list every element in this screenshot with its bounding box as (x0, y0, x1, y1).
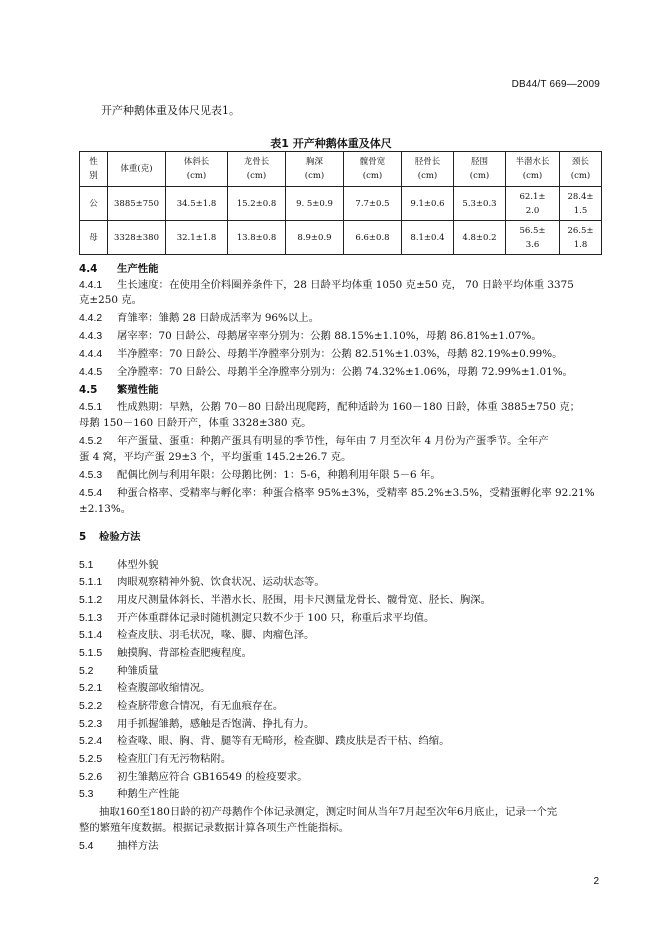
clause: 4.4.1 生长速度：在使用全价料圈养条件下，28 日龄平均体重 1050 克±50 克， 70 日龄平均体重 3375 (79, 279, 574, 291)
subsection-heading: 5.1 体型外貌 (79, 559, 159, 571)
clause: 4.4.5 全净膛率：70 日龄公、母鹅半全净膛率分别为：公鹅 74.32%±1.06%，母鹅 72.99%±1.01%。 (79, 366, 573, 378)
clause: 4.5.3 配偶比例与利用年限：公母鹅比例：1：5-6，种鹅利用年限 5－6 年。 (79, 469, 441, 481)
cell-weight: 3328±380 (108, 221, 166, 255)
cell-shank-girth: 4.8±0.2 (454, 221, 506, 255)
subsection-heading: 5.4 抽样方法 (79, 840, 159, 852)
clause: 4.5.4 种蛋合格率、受精率与孵化率：种蛋合格率 95%±3%，受精率 85.2%±3.5%，受精蛋孵化率 92.21% (79, 487, 595, 499)
cell-weight: 3885±750 (108, 187, 166, 221)
cell-keel: 15.2±0.8 (228, 187, 286, 221)
goose-measurement-table (79, 151, 602, 255)
section-heading: 4.5 繁殖性能 (79, 384, 159, 396)
clause: 5.2.5 检查肛门有无污物粘附。 (79, 753, 232, 765)
cell-sex: 母 (80, 221, 108, 255)
cell-neck: 26.5± 1.8 (560, 221, 602, 255)
clause: 5.2.4 检查喙、眼、胸、背、腿等有无畸形，检查脚、蹼皮肤是否干枯、绉缩。 (79, 735, 450, 747)
intro-text: 开产种鹅体重及体尺见表1。 (101, 104, 240, 117)
cell-shank: 8.1±0.4 (402, 221, 454, 255)
clause: 5.2.2 检查脐带愈合情况，有无血痕存在。 (79, 700, 284, 712)
cell-keel: 13.8±0.8 (228, 221, 286, 255)
clause: 5.2.1 检查腹部收缩情况。 (79, 682, 211, 694)
standard-code: DB44/T 669—2009 (511, 79, 600, 90)
header-sex: 性 别 (80, 152, 108, 187)
cell-body-slant: 32.1±1.8 (166, 221, 228, 255)
cell-shank: 9.1±0.6 (402, 187, 454, 221)
cell-chest: 9. 5±0.9 (286, 187, 344, 221)
cell-chest: 8.9±0.9 (286, 221, 344, 255)
subsection-heading: 5.3 种鹅生产性能 (79, 788, 180, 800)
cell-semi-dive: 56.5± 3.6 (506, 221, 560, 255)
table-title: 表1 开产种鹅体重及体尺 (270, 137, 392, 150)
clause: 5.2.6 初生雏鹅应符合 GB16549 的检疫要求。 (79, 771, 308, 783)
clause: 5.2.3 用手抓握雏鹅，感触是否饱满、挣扎有力。 (79, 718, 315, 730)
clause: 4.5.2 年产蛋量、蛋重：种鹅产蛋具有明显的季节性，每年由 7 月至次年 4 月份为产蛋季节。全年产 (79, 435, 549, 447)
header-neck: 颈长 (cm) (560, 152, 602, 187)
header-shank-girth: 胫围 (cm) (454, 152, 506, 187)
clause: 4.4.3 屠宰率：70 日龄公、母鹅屠宰率分别为：公鹅 88.15%±1.10%，母鹅 86.81%±1.07%。 (79, 330, 542, 342)
clause: 4.5.1 性成熟期：早熟，公鹅 70－80 日龄出现爬跨，配种适龄为 160－180 日龄，体重 3885±750 克； (79, 401, 581, 413)
paragraph: 抽取160至180日龄的初产母鹅作个体记录测定，测定时间从当年7月起至次年6月底止，记录一个完 (99, 806, 558, 818)
paragraph-continuation: 整的繁殖年度数据。根据记录数据计算各项生产性能指标。 (79, 822, 350, 834)
page-number: 2 (593, 876, 599, 887)
clause: 5.1.3 开产体重群体记录时随机测定只数不少于 100 只，称重后求平均值。 (79, 612, 435, 624)
clause: 5.1.5 触摸胸、背部检查肥瘦程度。 (79, 647, 253, 659)
header-hip: 髋骨宽 (cm) (344, 152, 402, 187)
table-header-row (80, 152, 602, 187)
clause-continuation: 母鹅 150－160 日龄开产，体重 3328±380 克。 (79, 417, 312, 429)
cell-neck: 28.4± 1.5 (560, 187, 602, 221)
chapter-heading: 5 检验方法 (79, 531, 141, 543)
clause-continuation: 克±250 克。 (79, 294, 143, 306)
table-row-male (80, 187, 602, 221)
clause: 5.1.1 肉眼观察精神外貌、饮食状况、运动状态等。 (79, 576, 325, 588)
header-chest: 胸深 (cm) (286, 152, 344, 187)
cell-hip: 6.6±0.8 (344, 221, 402, 255)
header-weight: 体重(克) (108, 152, 166, 187)
clause-continuation: ±2.13%。 (79, 503, 132, 515)
cell-body-slant: 34.5±1.8 (166, 187, 228, 221)
cell-hip: 7.7±0.5 (344, 187, 402, 221)
header-shank: 胫骨长 (cm) (402, 152, 454, 187)
header-semi-dive: 半潜水长 (cm) (506, 152, 560, 187)
cell-sex: 公 (80, 187, 108, 221)
cell-semi-dive: 62.1± 2.0 (506, 187, 560, 221)
clause: 5.1.4 检查皮肤、羽毛状况，喙、脚、肉瘤色泽。 (79, 629, 315, 641)
header-body-slant: 体斜长 (cm) (166, 152, 228, 187)
clause: 4.4.4 半净膛率：70 日龄公、母鹅半净膛率分别为：公鹅 82.51%±1.03%，母鹅 82.19%±0.99%。 (79, 348, 563, 360)
table-row-female (80, 221, 602, 255)
clause: 4.4.2 育雏率：雏鹅 28 日龄成活率为 96%以上。 (79, 312, 320, 324)
header-keel: 龙骨长 (cm) (228, 152, 286, 187)
subsection-heading: 5.2 种雏质量 (79, 665, 159, 677)
section-heading: 4.4 生产性能 (79, 263, 159, 275)
clause: 5.1.2 用皮尺测量体斜长、半潜水长、胫围，用卡尺测量龙骨长、髋骨宽、胫长、胸深。 (79, 594, 492, 606)
clause-continuation: 蛋 4 窝，平均产蛋 29±3 个，平均蛋重 145.2±26.7 克。 (79, 451, 352, 463)
cell-shank-girth: 5.3±0.3 (454, 187, 506, 221)
